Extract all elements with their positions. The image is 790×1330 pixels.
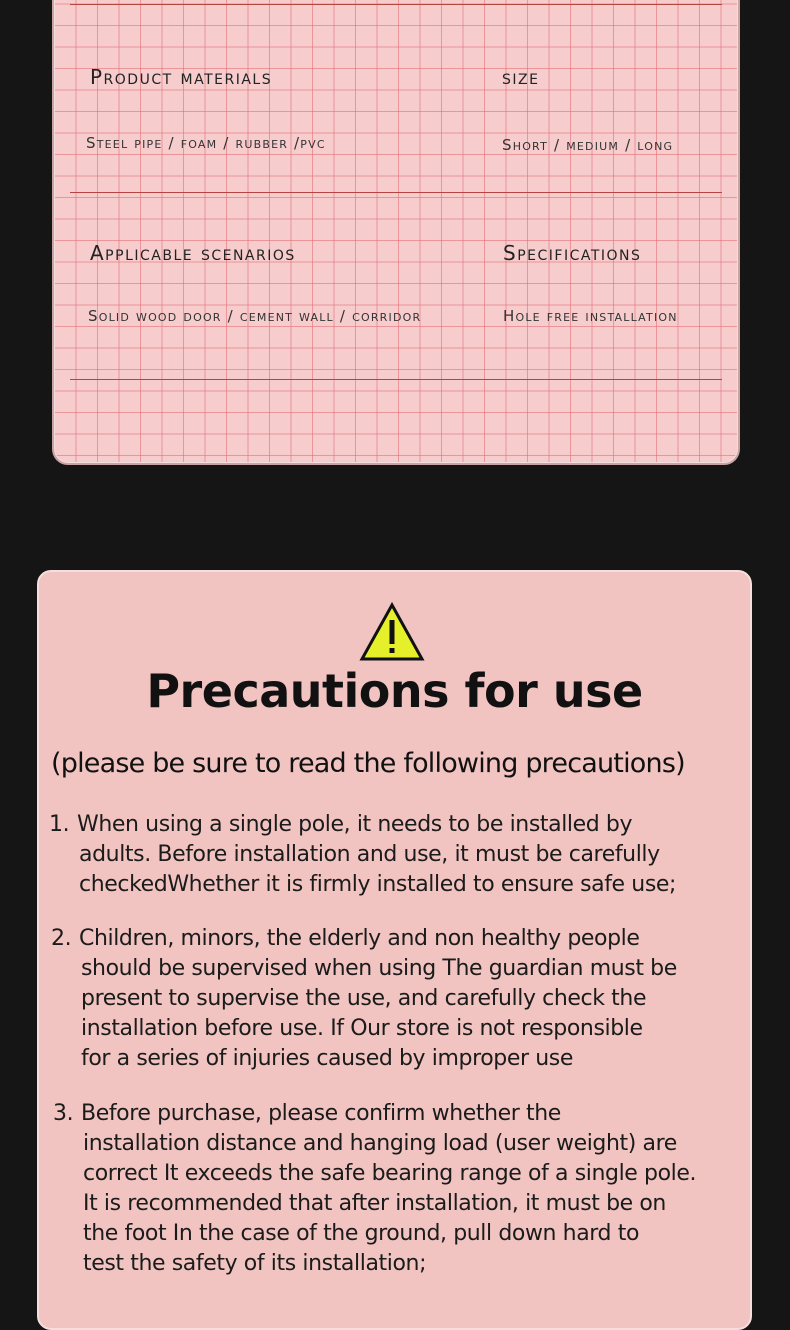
precaution-line: Children, minors, the elderly and non healthy people (79, 926, 640, 951)
precautions-title: Precautions for use (146, 664, 643, 718)
precaution-line: installation distance and hanging load (user weight) are (83, 1131, 677, 1156)
spec-title-size: size (502, 65, 540, 89)
warning-triangle-icon (359, 602, 425, 662)
precautions-subtitle: (please be sure to read the following precautions) (51, 748, 685, 779)
spec-value-size: Short / medium / long (502, 136, 674, 154)
precaution-item-2 (51, 924, 751, 1074)
spec-value-scenarios: Solid wood door / cement wall / corridor (88, 307, 422, 325)
precaution-line: present to supervise the use, and carefully check the (81, 986, 647, 1011)
divider (70, 192, 722, 193)
precaution-item-3 (53, 1099, 753, 1279)
precaution-line: for a series of injuries caused by improper use (81, 1046, 573, 1071)
spec-value-specifications: Hole free installation (503, 307, 678, 325)
precautions-card (37, 570, 752, 1330)
precaution-line: test the safety of its installation; (83, 1251, 427, 1276)
precaution-line: should be supervised when using The guardian must be (81, 956, 677, 981)
precaution-line: checkedWhether it is firmly installed to ensure safe use; (79, 872, 677, 897)
precaution-line: correct It exceeds the safe bearing range of a single pole. (83, 1161, 697, 1186)
precaution-line: Before purchase, please confirm whether the (81, 1101, 561, 1126)
precaution-number: 1. (49, 812, 70, 837)
divider (70, 4, 722, 5)
precaution-number: 3. (53, 1101, 74, 1126)
spec-title-specifications: Specifications (503, 241, 642, 265)
precaution-item-1 (49, 810, 749, 900)
spec-title-scenarios: Applicable scenarios (90, 241, 296, 265)
divider (70, 379, 722, 380)
spec-title-materials: Product materials (90, 65, 273, 89)
precaution-line: When using a single pole, it needs to be installed by (77, 812, 633, 837)
precaution-number: 2. (51, 926, 72, 951)
precaution-line: the foot In the case of the ground, pull down hard to (83, 1221, 639, 1246)
spec-card (52, 0, 740, 465)
precaution-line: installation before use. If Our store is not responsible (81, 1016, 643, 1041)
precaution-line: adults. Before installation and use, it must be carefully (79, 842, 660, 867)
spec-value-materials: Steel pipe / foam / rubber /pvc (86, 134, 326, 152)
precaution-line: It is recommended that after installation, it must be on (83, 1191, 666, 1216)
